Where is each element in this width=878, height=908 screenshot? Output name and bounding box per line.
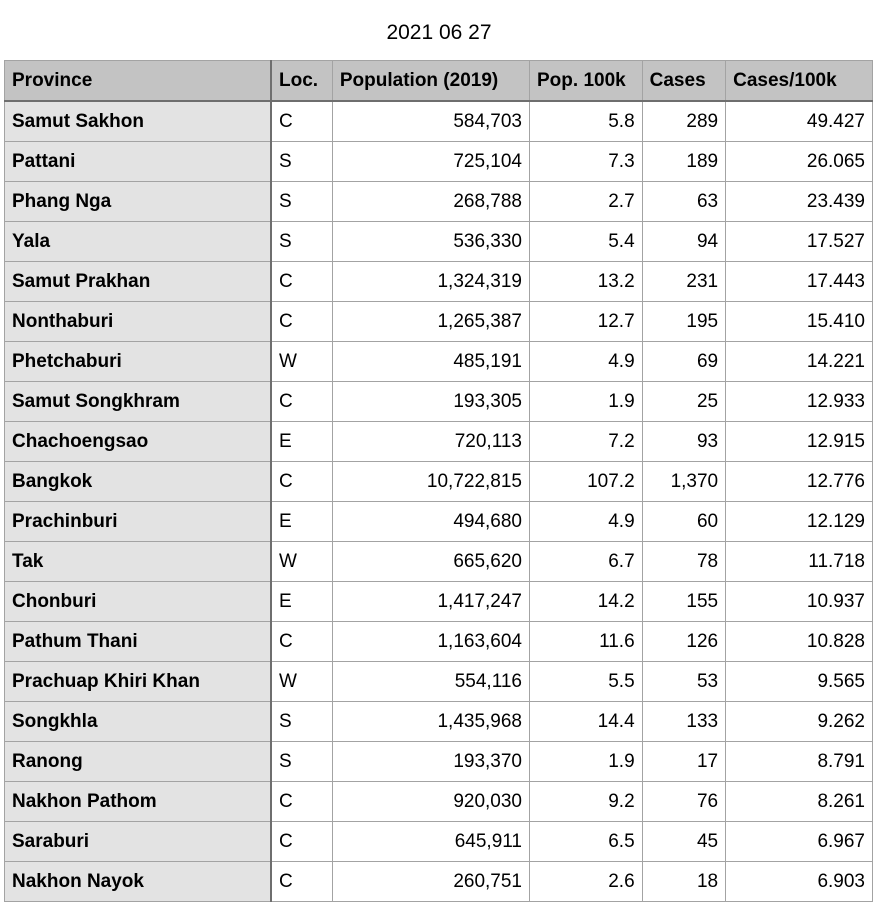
cell-cases: 78 (642, 542, 725, 582)
cell-cases: 94 (642, 222, 725, 262)
cell-province: Prachuap Khiri Khan (5, 662, 272, 702)
cell-cases-per-100k: 14.221 (726, 342, 873, 382)
cell-loc: S (271, 222, 332, 262)
cell-cases-per-100k: 23.439 (726, 182, 873, 222)
cell-population: 1,265,387 (332, 302, 529, 342)
cell-cases-per-100k: 8.261 (726, 782, 873, 822)
cell-loc: S (271, 742, 332, 782)
cell-province: Samut Prakhan (5, 262, 272, 302)
cell-population: 1,435,968 (332, 702, 529, 742)
cell-pop100k: 14.2 (530, 582, 643, 622)
cell-province: Pathum Thani (5, 622, 272, 662)
page-title: 2021 06 27 (386, 21, 492, 44)
cell-cases-per-100k: 15.410 (726, 302, 873, 342)
cell-cases-per-100k: 6.967 (726, 822, 873, 862)
cell-pop100k: 12.7 (530, 302, 643, 342)
cell-loc: C (271, 382, 332, 422)
cell-population: 536,330 (332, 222, 529, 262)
cell-loc: S (271, 142, 332, 182)
cell-population: 584,703 (332, 101, 529, 142)
cell-cases: 231 (642, 262, 725, 302)
cell-pop100k: 5.4 (530, 222, 643, 262)
cell-province: Pattani (5, 142, 272, 182)
table-row (5, 662, 873, 702)
header-province: Province (5, 61, 272, 102)
cell-loc: C (271, 822, 332, 862)
cell-pop100k: 2.6 (530, 862, 643, 902)
cell-loc: C (271, 262, 332, 302)
table-row (5, 222, 873, 262)
cell-cases-per-100k: 9.565 (726, 662, 873, 702)
table-row (5, 422, 873, 462)
cell-pop100k: 6.5 (530, 822, 643, 862)
cell-pop100k: 9.2 (530, 782, 643, 822)
cell-population: 1,163,604 (332, 622, 529, 662)
table-row (5, 302, 873, 342)
cell-pop100k: 1.9 (530, 382, 643, 422)
cell-province: Yala (5, 222, 272, 262)
cell-population: 665,620 (332, 542, 529, 582)
cell-pop100k: 5.5 (530, 662, 643, 702)
cell-cases-per-100k: 12.915 (726, 422, 873, 462)
cell-population: 485,191 (332, 342, 529, 382)
cell-population: 193,305 (332, 382, 529, 422)
table-row (5, 542, 873, 582)
cell-loc: C (271, 462, 332, 502)
cell-cases-per-100k: 17.527 (726, 222, 873, 262)
table-row (5, 622, 873, 662)
cell-loc: E (271, 582, 332, 622)
cell-cases: 18 (642, 862, 725, 902)
cell-cases: 126 (642, 622, 725, 662)
cell-cases: 17 (642, 742, 725, 782)
cell-cases: 155 (642, 582, 725, 622)
table-row (5, 742, 873, 782)
table-row (5, 142, 873, 182)
cell-population: 193,370 (332, 742, 529, 782)
cell-population: 554,116 (332, 662, 529, 702)
table-row (5, 582, 873, 622)
cell-loc: W (271, 342, 332, 382)
header-cases: Cases (642, 61, 725, 102)
cell-province: Nakhon Pathom (5, 782, 272, 822)
cell-pop100k: 13.2 (530, 262, 643, 302)
header-loc: Loc. (271, 61, 332, 102)
cell-province: Bangkok (5, 462, 272, 502)
table-header-row (5, 61, 873, 102)
cell-cases: 60 (642, 502, 725, 542)
cell-province: Phang Nga (5, 182, 272, 222)
cell-cases: 76 (642, 782, 725, 822)
header-population: Population (2019) (332, 61, 529, 102)
cell-population: 920,030 (332, 782, 529, 822)
cell-loc: S (271, 182, 332, 222)
table-row (5, 862, 873, 902)
cell-cases-per-100k: 11.718 (726, 542, 873, 582)
cell-population: 10,722,815 (332, 462, 529, 502)
cell-pop100k: 1.9 (530, 742, 643, 782)
cell-loc: C (271, 302, 332, 342)
province-cases-table (4, 60, 873, 902)
cell-loc: C (271, 101, 332, 142)
table-row (5, 182, 873, 222)
cell-cases: 69 (642, 342, 725, 382)
cell-loc: E (271, 422, 332, 462)
table-row (5, 382, 873, 422)
cell-pop100k: 4.9 (530, 502, 643, 542)
cell-loc: C (271, 862, 332, 902)
cell-province: Chachoengsao (5, 422, 272, 462)
cell-loc: W (271, 542, 332, 582)
cell-cases-per-100k: 10.828 (726, 622, 873, 662)
cell-pop100k: 7.2 (530, 422, 643, 462)
table-row (5, 262, 873, 302)
cell-pop100k: 5.8 (530, 101, 643, 142)
cell-loc: C (271, 782, 332, 822)
table-row (5, 462, 873, 502)
cell-province: Saraburi (5, 822, 272, 862)
cell-pop100k: 14.4 (530, 702, 643, 742)
cell-pop100k: 6.7 (530, 542, 643, 582)
cell-cases: 189 (642, 142, 725, 182)
table-body (5, 101, 873, 902)
cell-cases-per-100k: 26.065 (726, 142, 873, 182)
table-row (5, 822, 873, 862)
cell-pop100k: 7.3 (530, 142, 643, 182)
cell-pop100k: 11.6 (530, 622, 643, 662)
cell-population: 645,911 (332, 822, 529, 862)
cell-cases: 195 (642, 302, 725, 342)
cell-cases-per-100k: 17.443 (726, 262, 873, 302)
cell-cases-per-100k: 12.129 (726, 502, 873, 542)
cell-loc: W (271, 662, 332, 702)
cell-province: Chonburi (5, 582, 272, 622)
table-row (5, 101, 873, 142)
cell-cases: 93 (642, 422, 725, 462)
cell-population: 720,113 (332, 422, 529, 462)
cell-cases-per-100k: 9.262 (726, 702, 873, 742)
cell-population: 1,417,247 (332, 582, 529, 622)
cell-loc: S (271, 702, 332, 742)
cell-cases-per-100k: 10.937 (726, 582, 873, 622)
cell-pop100k: 107.2 (530, 462, 643, 502)
table-row (5, 502, 873, 542)
cell-cases-per-100k: 12.776 (726, 462, 873, 502)
cell-population: 268,788 (332, 182, 529, 222)
cell-cases: 25 (642, 382, 725, 422)
cell-province: Ranong (5, 742, 272, 782)
table-row (5, 782, 873, 822)
cell-cases-per-100k: 12.933 (726, 382, 873, 422)
cell-loc: E (271, 502, 332, 542)
cell-cases-per-100k: 49.427 (726, 101, 873, 142)
cell-pop100k: 2.7 (530, 182, 643, 222)
cell-province: Tak (5, 542, 272, 582)
cell-cases: 1,370 (642, 462, 725, 502)
cell-cases: 53 (642, 662, 725, 702)
cell-province: Phetchaburi (5, 342, 272, 382)
cell-province: Nakhon Nayok (5, 862, 272, 902)
cell-province: Nonthaburi (5, 302, 272, 342)
table-row (5, 342, 873, 382)
cell-cases: 133 (642, 702, 725, 742)
cell-cases: 45 (642, 822, 725, 862)
cell-province: Songkhla (5, 702, 272, 742)
cell-pop100k: 4.9 (530, 342, 643, 382)
cell-cases-per-100k: 8.791 (726, 742, 873, 782)
cell-population: 725,104 (332, 142, 529, 182)
table-row (5, 702, 873, 742)
header-pop100k: Pop. 100k (530, 61, 643, 102)
cell-loc: C (271, 622, 332, 662)
cell-cases-per-100k: 6.903 (726, 862, 873, 902)
header-cases-per-100k: Cases/100k (726, 61, 873, 102)
cell-cases: 63 (642, 182, 725, 222)
cell-cases: 289 (642, 101, 725, 142)
cell-population: 1,324,319 (332, 262, 529, 302)
cell-province: Samut Songkhram (5, 382, 272, 422)
cell-population: 494,680 (332, 502, 529, 542)
cell-population: 260,751 (332, 862, 529, 902)
cell-province: Prachinburi (5, 502, 272, 542)
cell-province: Samut Sakhon (5, 101, 272, 142)
